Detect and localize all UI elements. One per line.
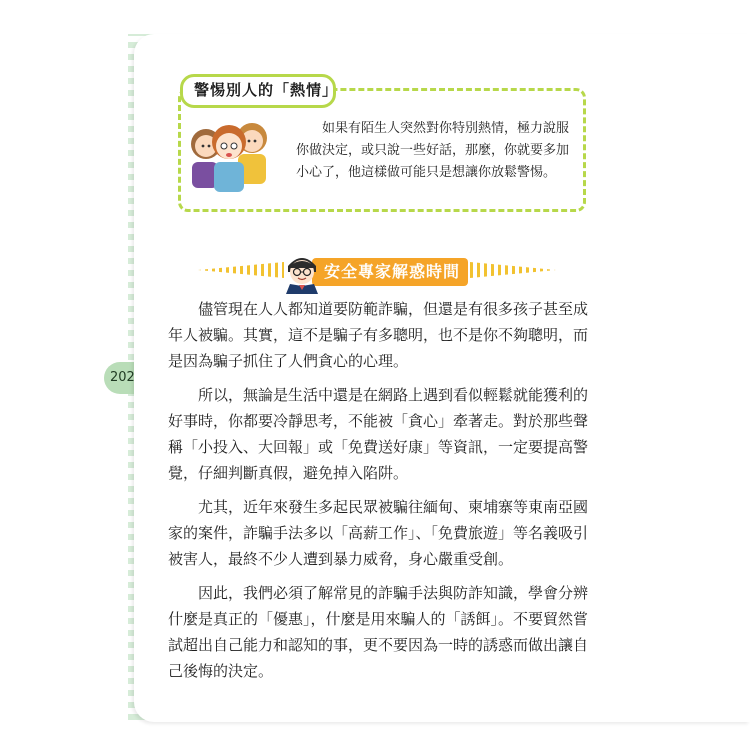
- worried-children-icon: [186, 110, 272, 194]
- paragraph: 尤其，近年來發生多起民眾被騙往緬甸、柬埔寨等東南亞國家的案件，詐騙手法多以「高薪工作」、「免費旅遊」等名義吸引被害人，最終不少人遭到暴力威脅，身心嚴重受創。: [168, 498, 589, 568]
- expert-teacher-icon: [282, 250, 322, 294]
- paragraph: 因此，我們必須了解常見的詐騙手法與防詐知識，學會分辨什麼是真正的「優惠」，什麼是用來騙人的「誘餌」。不要貿然嘗試超出自己能力和認知的事，更不要因為一時的誘惑而做出讓自己後悔的決定。: [168, 584, 589, 680]
- article-body: [168, 296, 602, 692]
- paragraph: 所以，無論是生活中還是在網路上遇到看似輕鬆就能獲利的好事時，你都要冷靜思考，不能被「貪心」牽著走。對於那些聲稱「小投入、大回報」或「免費送好康」等資訊，一定要提高警覺，仔細判斷真假，避免掉入陷阱。: [168, 386, 589, 482]
- warning-text: 如果有陌生人突然對你特別熱情，極力說服你做決定，或只說一些好話，那麼，你就要多加小心了，他這樣做可能只是想讓你放鬆警惕。: [296, 121, 570, 180]
- paragraph: 儘管現在人人都知道要防範詐騙，但還是有很多孩子甚至成年人被騙。其實，這不是騙子有多聰明，也不是你不夠聰明，而是因為騙子抓住了人們貪心的心理。: [168, 300, 589, 370]
- section-title: 安全專家解惑時間: [323, 262, 460, 281]
- warning-title: 警惕別人的「熱情」: [194, 81, 339, 99]
- page-number: 202: [110, 370, 135, 385]
